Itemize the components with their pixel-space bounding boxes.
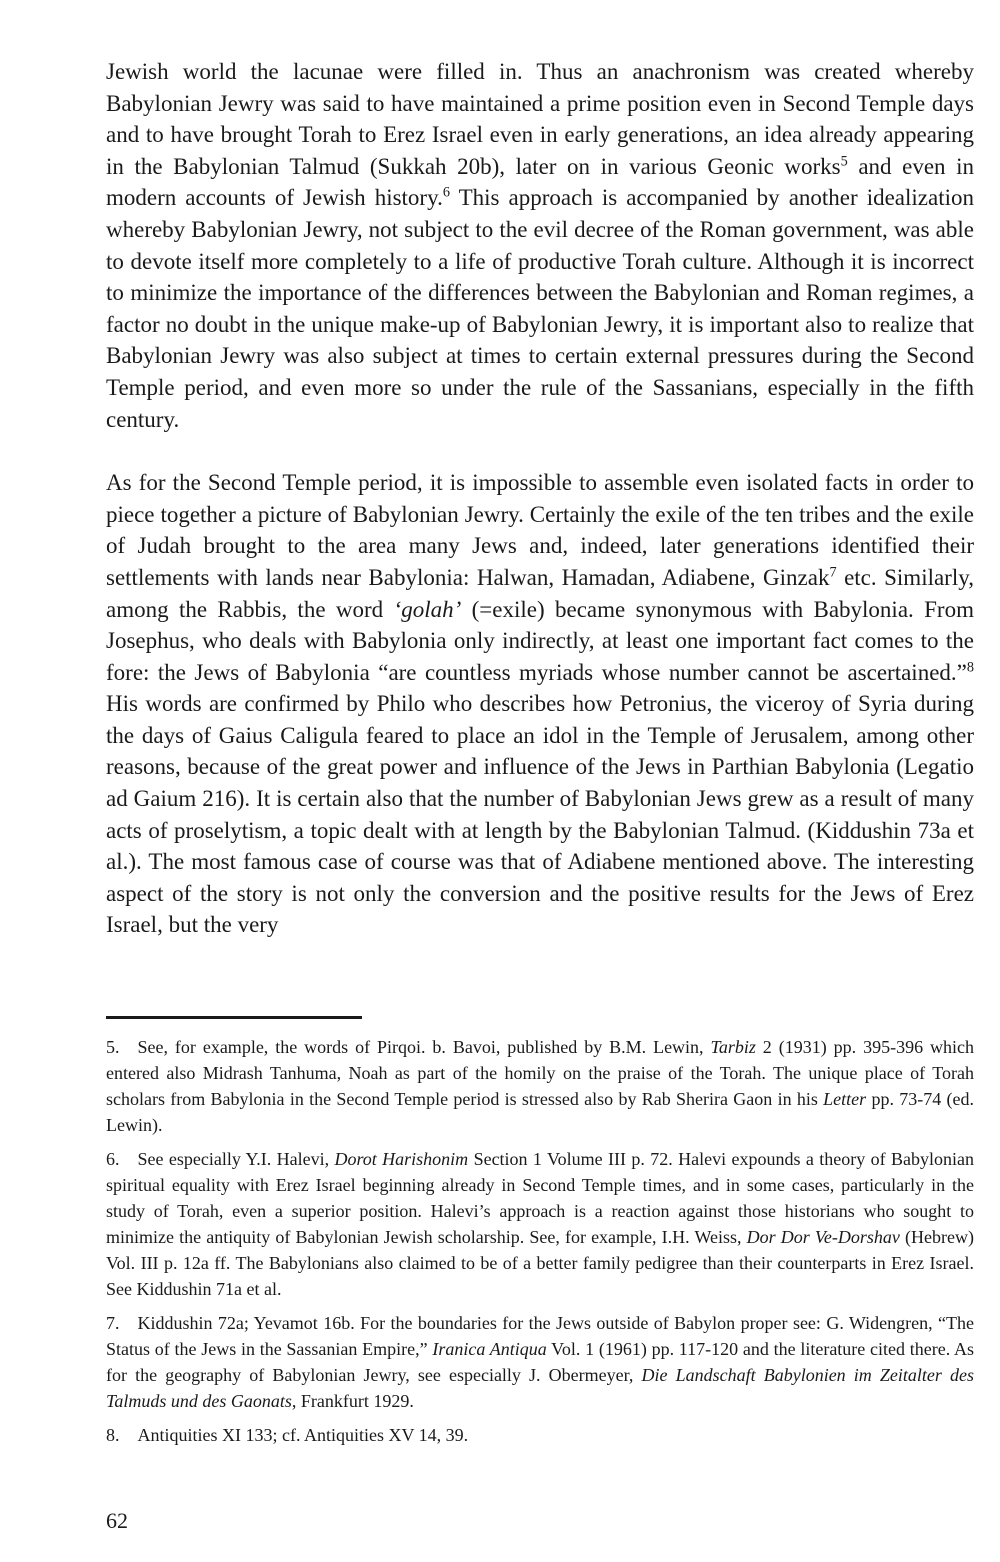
text-run: Vol. 1 (1961) pp. 117-120 and the literature cited there. As for the geography of Babylonian Jewry, see especially J. Obermeyer, — [106, 1339, 974, 1385]
italic-title: Dorot Harishonim — [334, 1149, 469, 1169]
footnote-5 — [106, 1034, 974, 1138]
text-run: pp. 73-74 (ed. Lewin). — [106, 1089, 974, 1135]
text-run: 7. Kiddushin 72a; Yevamot 16b. For the boundaries for the Jews outside of Babylon proper see: G. Widengren, “The Status of the Jews in the Sassanian Empire,” — [106, 1313, 974, 1359]
italic-title: Die Landschaft Babylonien im Zeitalter des Talmuds und des Gaonats — [106, 1365, 974, 1411]
page-number: 62 — [106, 1508, 128, 1533]
text-run: 2 (1931) pp. 395-396 which entered also Midrash Tanhuma, Noah as part of the homily on the praise of the Torah. The unique place of Torah scholars from Babylonia in the Second Temple period is stressed also by Rab Sherira Gaon in his — [106, 1037, 974, 1109]
text-run: Section 1 Volume III p. 72. Halevi expounds a theory of Babylonian spiritual equality with Erez Israel beginning already in Second Temple times, and in some cases, particularly in the study of Torah, even a superior position. Halevi’s approach is a reaction against those historians who sought to minimize the antiquity of Babylonian Jewish scholarship. See, for example, I.H. Weiss, — [106, 1149, 974, 1247]
text-run: His words are confirmed by Philo who describes how Petronius, the viceroy of Syria during the days of Gaius Caligula feared to place an idol in the Temple of Jerusalem, among other reasons, because of the great power and influence of the Jews in Parthian Babylonia (Legatio ad Gaium 216). It is certain also that the number of Babylonian Jews grew as a result of many acts of proselytism, a topic dealt with at length by the Babylonian Talmud. (Kiddushin 73a et al.). The most famous case of course was that of Adiabene mentioned above. The interesting aspect of the story is not only the conversion and the positive results for the Jews of Erez Israel, but the very — [106, 691, 974, 938]
main-text — [106, 56, 974, 941]
italic-term: ‘golah’ — [393, 596, 462, 622]
text-run: and even in modern accounts of Jewish history. — [106, 153, 974, 211]
footnote-separator — [106, 1016, 362, 1019]
footnote-ref-5[interactable]: 5 — [840, 153, 848, 170]
body-paragraph-2 — [106, 467, 974, 941]
footnote-8 — [106, 1422, 974, 1448]
footnotes — [106, 1034, 974, 1456]
text-run: (Hebrew) Vol. III p. 12a ff. The Babylonians also claimed to be of a better family pedigree than their counterparts in Erez Israel. See Kiddushin 71a et al. — [106, 1227, 974, 1299]
text-run: Jewish world the lacunae were filled in. Thus an anachronism was created whereby Babylonian Jewry was said to have maintained a prime position even in Second Temple days and to have brought Torah to Erez Israel even in early generations, an idea already appearing in the Babylonian Talmud (Sukkah 20b), later on in various Geonic works — [106, 59, 974, 179]
text-run: 5. See, for example, the words of Pirqoi. b. Bavoi, published by B.M. Lewin, — [106, 1037, 711, 1057]
text-run: As for the Second Temple period, it is impossible to assemble even isolated facts in order to piece together a picture of Babylonian Jewry. Certainly the exile of the ten tribes and the exile of Judah brought to the area many Jews and, indeed, later generations identified their settlements with lands near Babylonia: Halwan, Hamadan, Adiabene, Ginzak — [106, 470, 974, 590]
footnote-ref-7[interactable]: 7 — [829, 564, 837, 581]
footnote-ref-6[interactable]: 6 — [442, 184, 450, 201]
body-paragraph-1 — [106, 56, 974, 435]
text-run: This approach is accompanied by another idealization whereby Babylonian Jewry, not subject to the evil decree of the Roman government, was able to devote itself more completely to a life of productive Torah culture. Although it is incorrect to minimize the importance of the differences between the Babylonian and Roman regimes, a factor no doubt in the unique make-up of Babylonian Jewry, it is important also to realize that Babylonian Jewry was also subject at times to certain external pressures during the Second Temple period, and even more so under the rule of the Sassanians, especially in the fifth century. — [106, 185, 974, 432]
text-run: 6. See especially Y.I. Halevi, — [106, 1149, 335, 1169]
italic-title: Letter — [823, 1089, 867, 1109]
italic-title: Tarbiz — [710, 1037, 756, 1057]
text-run: (=exile) became synonymous with Babylonia. From Josephus, who deals with Babylonia only indirectly, at least one important fact comes to the fore: the Jews of Babylonia “are countless myriads whose number cannot be ascertained.” — [106, 596, 974, 685]
footnote-6 — [106, 1146, 974, 1302]
italic-title: Iranica Antiqua — [432, 1339, 547, 1359]
italic-title: Dor Dor Ve-Dorshav — [746, 1227, 900, 1247]
text-run: 8. Antiquities XI 133; cf. Antiquities XV 14, 39. — [106, 1425, 469, 1445]
footnote-ref-8[interactable]: 8 — [966, 659, 974, 676]
text-run: , Frankfurt 1929. — [291, 1391, 414, 1411]
text-run: etc. Similarly, among the Rabbis, the word — [106, 564, 974, 622]
footnote-7 — [106, 1310, 974, 1414]
